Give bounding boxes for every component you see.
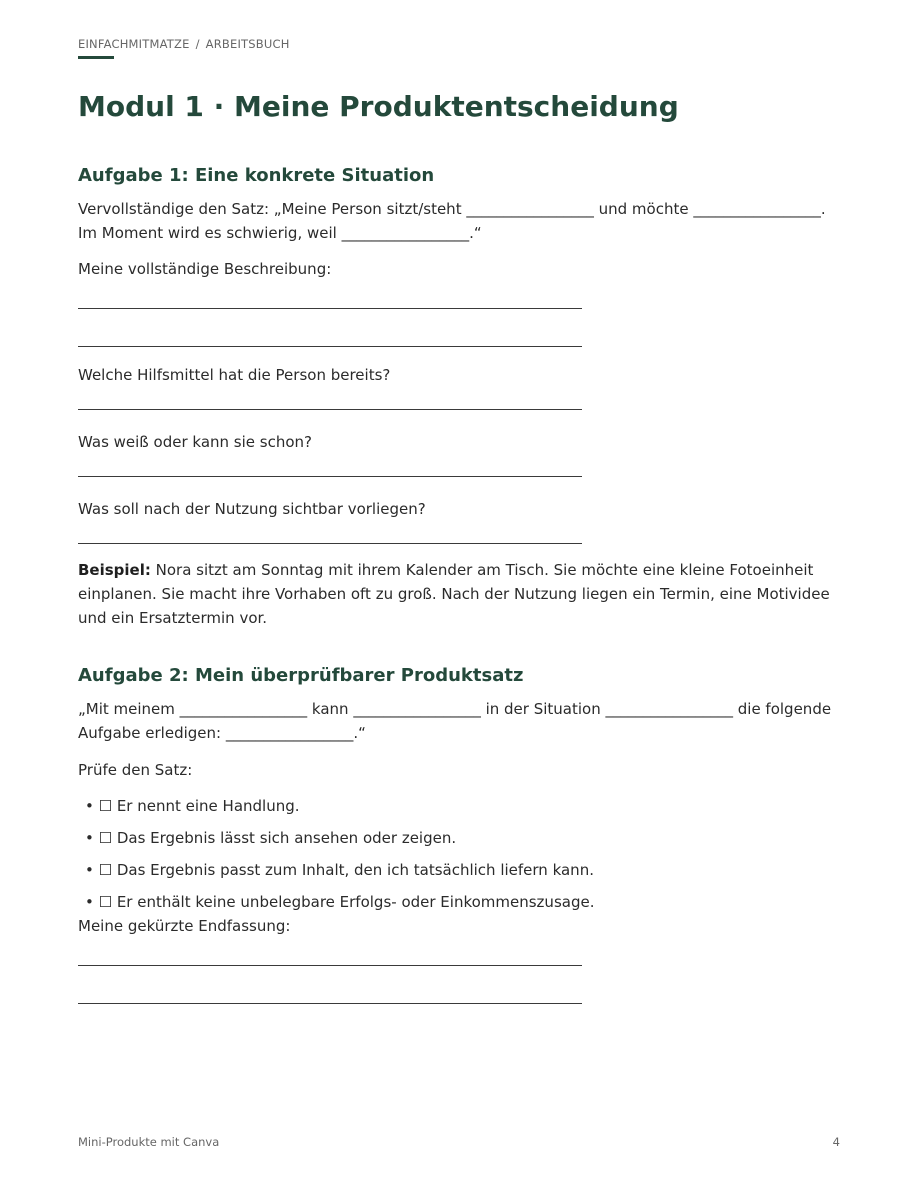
checklist-item[interactable]: • ☐ Das Ergebnis passt zum Inhalt, den ich tatsächlich liefern kann. [85,861,594,879]
checklist-item[interactable]: • ☐ Er nennt eine Handlung. [85,797,300,815]
footer-title: Mini-Produkte mit Canva [78,1135,220,1149]
task-2-heading: Aufgabe 2: Mein überprüfbarer Produktsatz [78,665,524,686]
example-text: Nora sitzt am Sonntag mit ihrem Kalender am Tisch. Sie möchte eine kleine Fotoeinheit einplanen. Sie macht ihre Vorhaben oft zu groß. Nach der Nutzung liegen ein Termin, eine Motividee und ein Ersatztermin vor. [78,561,830,627]
worksheet-content [78,164,840,1004]
breadcrumb [78,37,290,51]
checklist-item[interactable]: • ☐ Er enthält keine unbelegbare Erfolgs- oder Einkommenszusage. [85,893,595,911]
checklist-item[interactable]: • ☐ Das Ergebnis lässt sich ansehen oder zeigen. [85,829,457,847]
accent-rule [78,56,114,59]
breadcrumb-section: ARBEITSBUCH [205,37,290,51]
example-paragraph [78,558,840,630]
result-label: Was soll nach der Nutzung sichtbar vorliegen? [78,500,426,518]
breadcrumb-brand: EINFACHMITMATZE [78,37,190,51]
task-1-section [78,164,840,630]
check-label: Prüfe den Satz: [78,761,193,779]
description-label: Meine vollständige Beschreibung: [78,260,332,278]
task-2-section [78,664,840,1004]
page-number: 4 [832,1135,840,1149]
example-label: Beispiel: [78,561,151,579]
aids-label: Welche Hilfsmittel hat die Person bereits? [78,366,391,384]
breadcrumb-separator: / [195,37,200,51]
task-1-sentence: Vervollständige den Satz: „Meine Person sitzt/steht _________________ und möchte _________________. Im Moment wird es schwierig, weil _________________.“ [78,200,826,242]
checklist [78,794,840,914]
result-answer-line[interactable] [78,543,582,544]
task-1-heading: Aufgabe 1: Eine konkrete Situation [78,165,435,186]
final-version-label: Meine gekürzte Endfassung: [78,917,291,935]
knowledge-label: Was weiß oder kann sie schon? [78,433,312,451]
task-2-sentence: „Mit meinem _________________ kann _________________ in der Situation _________________ die folgende Aufgabe erledigen: _________________.“ [78,700,832,742]
workbook-page [78,0,840,1188]
final-answer-line-2[interactable] [78,1003,582,1004]
page-title: Modul 1 · Meine Produktentscheidung [78,90,679,123]
